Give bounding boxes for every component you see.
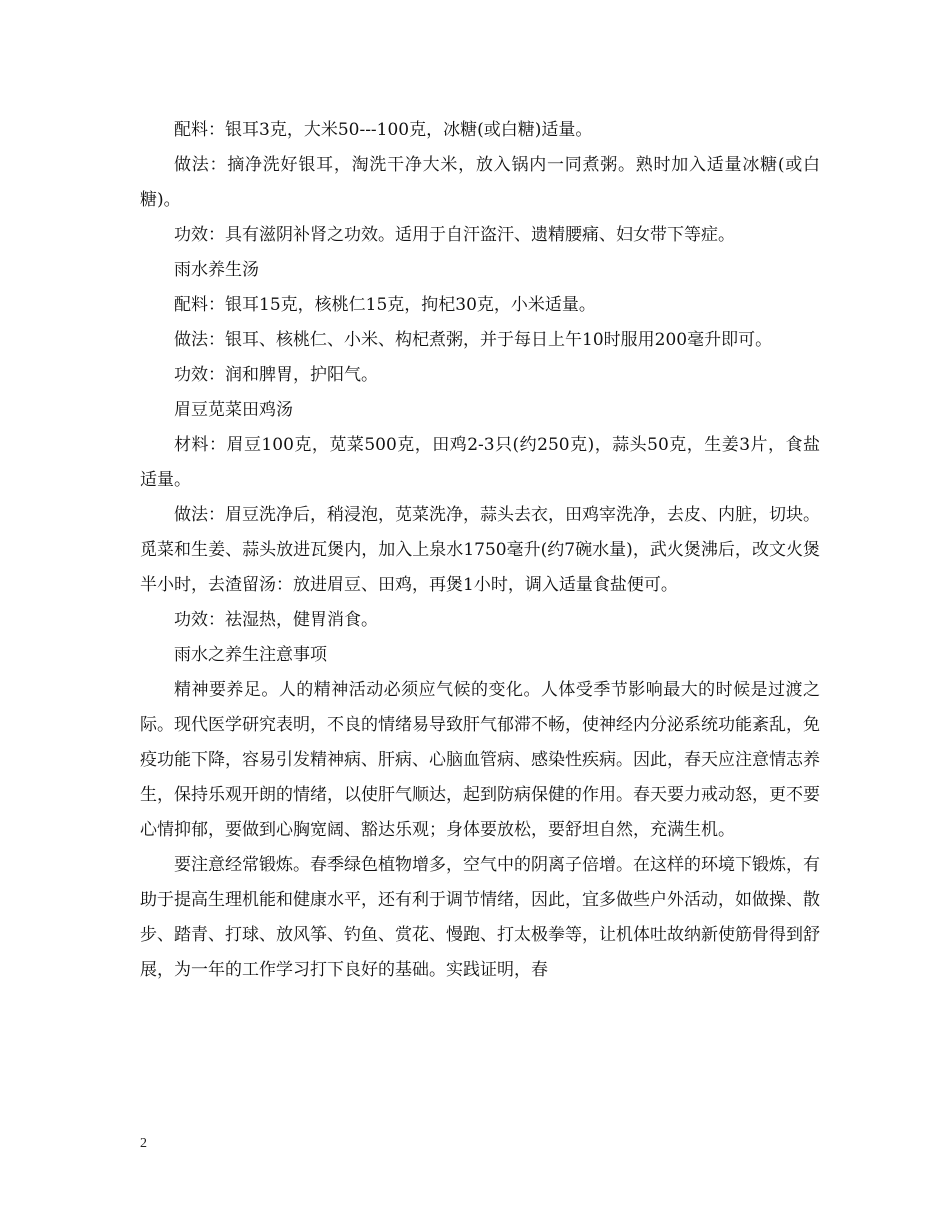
page-number: 2 xyxy=(140,1136,147,1151)
paragraph-effect-2: 功效：润和脾胃，护阳气。 xyxy=(174,365,378,385)
paragraph-ingredients-2: 配料：银耳15克，核桃仁15克，拘杞30克，小米适量。 xyxy=(174,295,596,315)
paragraph-method-2: 做法：银耳、核桃仁、小米、构杞煮粥，并于每日上午10时服用200毫升即可。 xyxy=(174,330,773,350)
paragraph-method-1: 做法：摘净洗好银耳，淘洗干净大米，放入锅内一同煮粥。熟时加入适量冰糖(或白糖)。 xyxy=(140,155,820,210)
section-heading-bean-soup: 眉豆苋菜田鸡汤 xyxy=(174,400,293,420)
section-heading-precautions: 雨水之养生注意事项 xyxy=(174,645,327,665)
paragraph-effect-3: 功效：祛湿热，健胃消食。 xyxy=(174,610,378,630)
paragraph-spirit: 精神要养足。人的精神活动必须应气候的变化。人体受季节影响最大的时候是过渡之际。现代医学研究表明，不良的情绪易导致肝气郁滞不畅，使神经内分泌系统功能紊乱，免疫功能下降，容易引发精神病、肝病、心脑血管病、感染性疾病。因此，春天应注意情志养生，保持乐观开朗的情绪，以使肝气顺达，起到防病保健的作用。春天要力戒动怒，更不要心情抑郁，要做到心胸宽阔、豁达乐观；身体要放松，要舒坦自然，充满生机。 xyxy=(140,680,820,840)
paragraph-ingredients-1: 配料：银耳3克，大米50---100克，冰糖(或白糖)适量。 xyxy=(174,120,593,140)
section-heading-rain-soup: 雨水养生汤 xyxy=(174,260,259,280)
paragraph-exercise: 要注意经常锻炼。春季绿色植物增多，空气中的阴离子倍增。在这样的环境下锻炼，有助于提高生理机能和健康水平，还有利于调节情绪，因此，宜多做些户外活动，如做操、散步、踏青、打球、放风筝、钓鱼、赏花、慢跑、打太极拳等，让机体吐故纳新使筋骨得到舒展，为一年的工作学习打下良好的基础。实践证明，春 xyxy=(140,855,820,980)
paragraph-materials-3: 材料：眉豆100克，苋菜500克，田鸡2-3只(约250克)，蒜头50克，生姜3片，食盐适量。 xyxy=(140,435,820,490)
paragraph-method-3: 做法：眉豆洗净后，稍浸泡，苋菜洗净，蒜头去衣，田鸡宰洗净，去皮、内脏，切块。觅菜和生姜、蒜头放进瓦煲内，加入上泉水1750毫升(约7碗水量)，武火煲沸后，改文火煲半小时，去渣留汤：放进眉豆、田鸡，再煲1小时，调入适量食盐便可。 xyxy=(140,505,820,595)
paragraph-effect-1: 功效：具有滋阴补肾之功效。适用于自汗盗汗、遗精腰痛、妇女带下等症。 xyxy=(174,225,735,245)
document-body xyxy=(140,113,820,988)
